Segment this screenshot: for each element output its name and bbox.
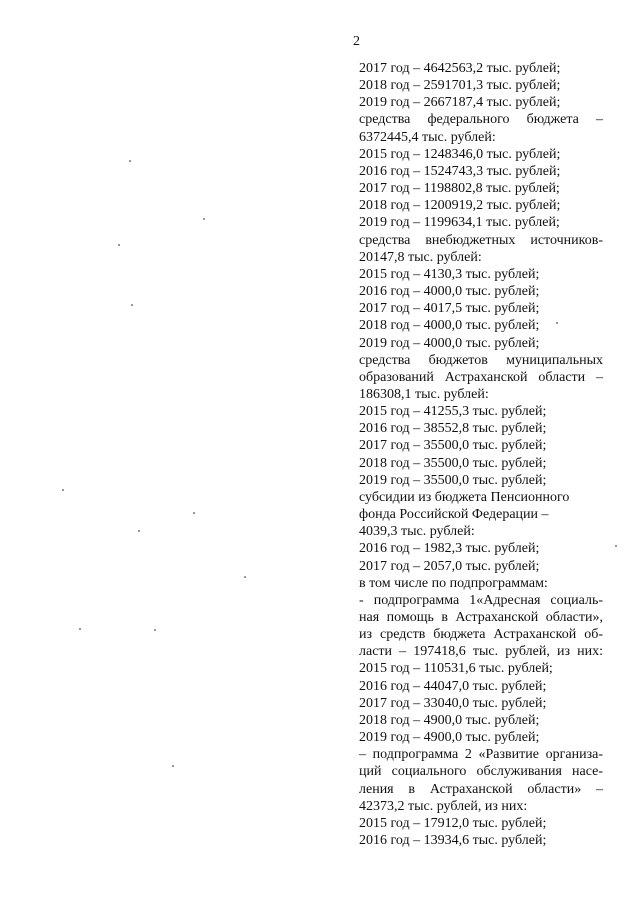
text-line: средства бюджетов муниципальных	[359, 352, 603, 368]
text-line: - подпрограмма 1«Адресная социаль-	[359, 592, 603, 608]
text-line: 6372445,4 тыс. рублей:	[359, 129, 496, 145]
text-line: 2018 год – 35500,0 тыс. рублей;	[359, 455, 547, 471]
text-line: ций социального обслуживания насе-	[359, 764, 603, 780]
text-line: – подпрограмма 2 «Развитие организа-	[359, 747, 603, 763]
text-line: 2016 год – 44047,0 тыс. рублей;	[359, 678, 547, 694]
text-line: 2019 год – 2667187,4 тыс. рублей;	[359, 95, 561, 111]
text-line: средства федерального бюджета –	[359, 112, 603, 128]
text-line: 2019 год – 4000,0 тыс. рублей;	[359, 335, 540, 351]
text-line: 2018 год – 2591701,3 тыс. рублей;	[359, 78, 561, 94]
text-line: из средств бюджета Астраханской об-	[359, 627, 603, 643]
text-line: ласти – 197418,6 тыс. рублей, из них:	[359, 644, 603, 660]
text-line: 2016 год – 38552,8 тыс. рублей;	[359, 421, 547, 437]
text-line: 2015 год – 110531,6 тыс. рублей;	[359, 661, 553, 677]
scan-speck	[129, 160, 131, 162]
scan-speck	[118, 244, 120, 246]
text-line: 2017 год – 4642563,2 тыс. рублей;	[359, 61, 561, 76]
text-line: 2017 год – 1198802,8 тыс. рублей;	[359, 181, 560, 197]
scan-speck	[62, 489, 64, 491]
text-line: средства внебюджетных источников-	[359, 232, 603, 248]
document-body	[359, 60, 603, 849]
scan-speck	[556, 322, 558, 324]
scan-speck	[172, 765, 174, 767]
text-line: 2017 год – 33040,0 тыс. рублей;	[359, 695, 547, 711]
text-line: 2017 год – 2057,0 тыс. рублей;	[359, 558, 540, 574]
text-line: 186308,1 тыс. рублей:	[359, 386, 489, 402]
scan-speck	[138, 530, 140, 532]
text-line: 2015 год – 17912,0 тыс. рублей;	[359, 815, 547, 831]
text-line: 2016 год – 13934,6 тыс. рублей;	[359, 833, 547, 849]
scan-speck	[79, 628, 81, 630]
text-line: 2015 год – 4130,3 тыс. рублей;	[359, 266, 540, 282]
text-line: 2019 год – 35500,0 тыс. рублей;	[359, 472, 547, 488]
text-line: ления в Астраханской области» –	[359, 781, 603, 797]
text-line: 20147,8 тыс. рублей:	[359, 249, 482, 265]
scan-speck	[154, 629, 156, 631]
text-line: 42373,2 тыс. рублей, из них:	[359, 798, 528, 814]
text-line: 2017 год – 4017,5 тыс. рублей;	[359, 301, 540, 317]
scan-speck	[615, 545, 617, 547]
text-line: 2017 год – 35500,0 тыс. рублей;	[359, 438, 547, 454]
text-line: 2019 год – 1199634,1 тыс. рублей;	[359, 215, 560, 231]
text-line: 2016 год – 4000,0 тыс. рублей;	[359, 284, 540, 300]
page-number: 2	[353, 34, 360, 49]
text-line: фонда Российской Федерации –	[359, 507, 549, 523]
text-line: 2018 год – 4900,0 тыс. рублей;	[359, 712, 540, 728]
text-line: в том числе по подпрограммам:	[359, 575, 548, 591]
text-line: 2019 год – 4900,0 тыс. рублей;	[359, 730, 540, 746]
scan-speck	[131, 304, 133, 306]
text-line: ная помощь в Астраханской области»,	[359, 610, 603, 625]
scan-speck	[244, 576, 246, 578]
text-line: 2015 год – 41255,3 тыс. рублей;	[359, 404, 547, 420]
text-line: образований Астраханской области –	[359, 369, 603, 385]
scan-speck	[193, 512, 195, 514]
text-line: 2016 год – 1982,3 тыс. рублей;	[359, 541, 540, 557]
text-line: 2016 год – 1524743,3 тыс. рублей;	[359, 163, 561, 179]
text-line: 2015 год – 1248346,0 тыс. рублей;	[359, 146, 561, 162]
text-line: 2018 год – 4000,0 тыс. рублей;	[359, 318, 540, 334]
text-line: субсидии из бюджета Пенсионного	[359, 489, 570, 505]
text-line: 4039,3 тыс. рублей:	[359, 524, 475, 540]
text-line: 2018 год – 1200919,2 тыс. рублей;	[359, 198, 561, 214]
scan-speck	[203, 218, 205, 220]
